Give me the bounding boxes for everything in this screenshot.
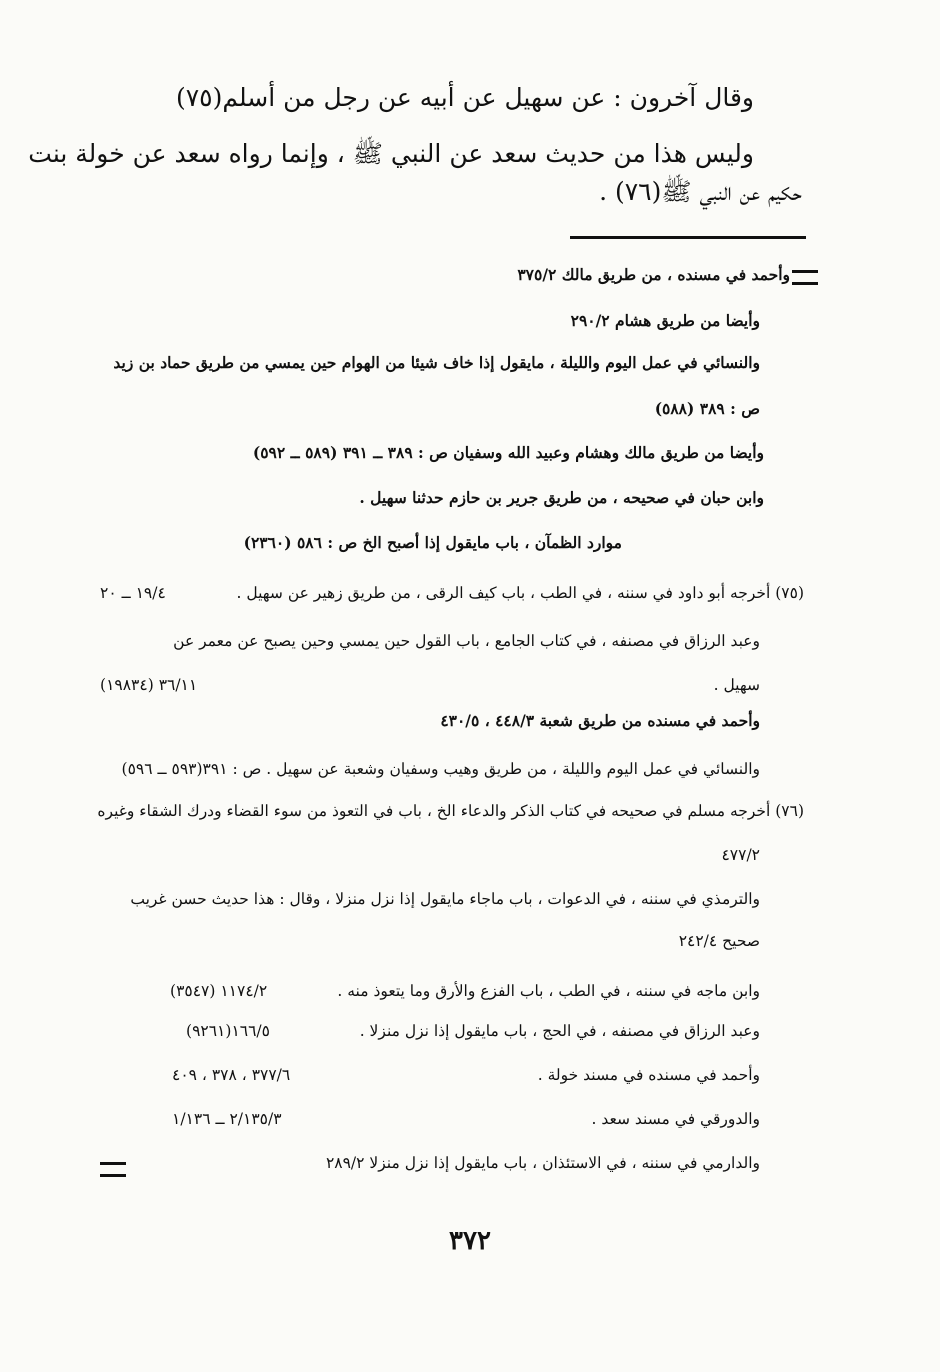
continuation-mark-top bbox=[792, 270, 818, 285]
footnote-reference: ١١٧٤/٢ (٣٥٤٧) bbox=[170, 982, 268, 1000]
footnote-line: وأيضا من طريق هشام ٢٩٠/٢ bbox=[570, 311, 760, 330]
footnote-line: ص : ٣٨٩ (٥٨٨) bbox=[654, 399, 760, 418]
footnote-line: موارد الظمآن ، باب مايقول إذا أصبح الخ ص : ٥٨٦ (٢٣٦٠) bbox=[243, 533, 622, 552]
main-text-line-1: وقال آخرون : عن سهيل عن أبيه عن رجل من أسلم(٧٥) bbox=[175, 83, 754, 112]
footnote-line: سهيل . bbox=[713, 676, 760, 694]
footnote-line: وأيضا من طريق مالك وهشام وعبيد الله وسفيان ص : ٣٨٩ ــ ٣٩١ (٥٨٩ ــ ٥٩٢) bbox=[252, 443, 764, 462]
footnote-line: وعبد الرزاق في مصنفه ، في كتاب الجامع ، باب القول حين يمسي وحين يصبح عن معمر عن bbox=[173, 632, 760, 650]
footnote-separator bbox=[570, 236, 806, 239]
footnote-line: وأحمد في مسنده من طريق شعبة ٤٤٨/٣ ، ٤٣٠/٥ bbox=[440, 711, 760, 730]
footnote-line: وعبد الرزاق في مصنفه ، في الحج ، باب مايقول إذا نزل منزلا . bbox=[359, 1022, 760, 1040]
footnote-line: والدورقي في مسند سعد . bbox=[591, 1110, 760, 1128]
footnote-line: والترمذي في سننه ، في الدعوات ، باب ماجاء مايقول إذا نزل منزلا ، وقال : هذا حديث حسن غريب bbox=[130, 890, 760, 908]
page-number: ٣٧٢ bbox=[449, 1226, 491, 1256]
footnote-reference: ١٦٦/٥(٩٢٦١) bbox=[186, 1022, 270, 1040]
footnote-76: (٧٦) أخرجه مسلم في صحيحه في كتاب الذكر والدعاء الخ ، باب في التعوذ من سوء القضاء ودرك الشقاء وغيره bbox=[97, 802, 804, 820]
footnote-line: وأحمد في مسنده ، من طريق مالك ٣٧٥/٢ bbox=[517, 265, 790, 284]
footnote-line: صحيح ٢٤٢/٤ bbox=[678, 932, 760, 950]
footnote-reference: ١٩/٤ ــ ٢٠ bbox=[100, 584, 166, 602]
main-text-line-2: وليس هذا من حديث سعد عن النبي ﷺ ، وإنما رواه سعد عن خولة بنت bbox=[28, 139, 754, 168]
footnote-line: وابن حبان في صحيحه ، من طريق جرير بن حازم حدثنا سهيل . bbox=[359, 488, 764, 507]
footnote-line: وأحمد في مسنده في مسند خولة . bbox=[537, 1066, 760, 1084]
footnote-reference: ٣٧٧/٦ ، ٣٧٨ ، ٤٠٩ bbox=[172, 1066, 291, 1084]
footnote-reference: ٢/١٣٥/٣ ــ ١/١٣٦ bbox=[172, 1110, 282, 1128]
footnote-line: والنسائي في عمل اليوم والليلة ، مايقول إذا خاف شيئا من الهوام حين يمسي من طريق حماد بن زيد bbox=[113, 353, 760, 372]
footnote-line: والنسائي في عمل اليوم والليلة ، من طريق وهيب وسفيان وشعبة عن سهيل . ص : ٣٩١(٥٩٣ ــ ٥٩٦) bbox=[121, 760, 760, 778]
footnote-75: (٧٥) أخرجه أبو داود في سننه ، في الطب ، باب كيف الرقى ، من طريق زهير عن سهيل . bbox=[236, 584, 804, 602]
footnote-reference: ٣٦/١١ (١٩٨٣٤) bbox=[100, 676, 198, 694]
footnote-line: والدارمي في سننه ، في الاستئذان ، باب مايقول إذا نزل منزلا ٢٨٩/٢ bbox=[325, 1154, 760, 1172]
footnote-reference: ٤٧٧/٢ bbox=[721, 846, 760, 864]
footnote-line: وابن ماجه في سننه ، في الطب ، باب الفزع والأرق وما يتعوذ منه . bbox=[337, 982, 760, 1000]
continuation-mark-bottom bbox=[100, 1162, 126, 1177]
main-text-line-3: حكيم عن النبي ﷺ(٧٦) . bbox=[599, 177, 802, 206]
